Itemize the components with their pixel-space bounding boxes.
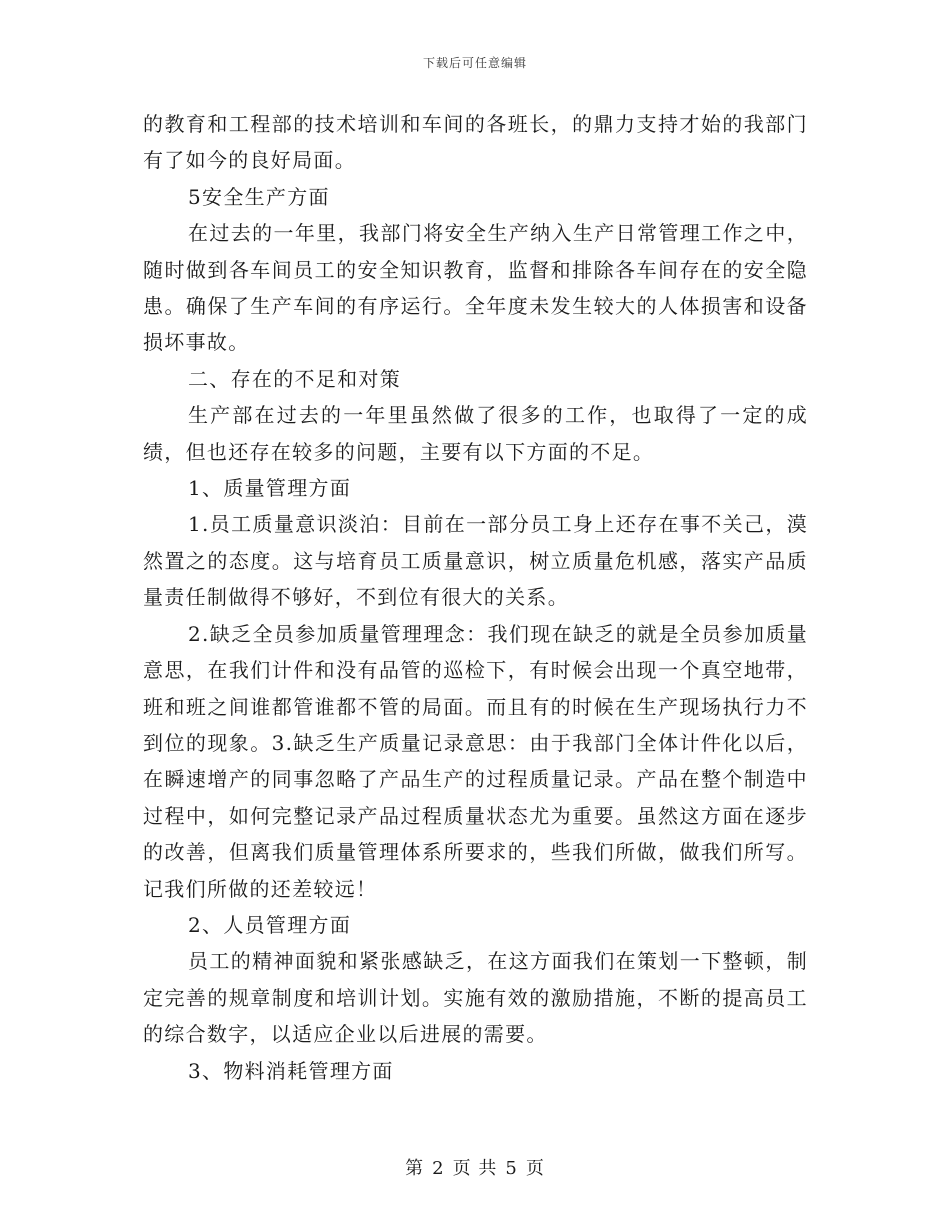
section-heading-shortcomings: 二、存在的不足和对策	[188, 366, 401, 391]
paragraph-continuation: 的教育和工程部的技术培训和车间的各班长，的鼎力支持才始的我部门有了如今的良好局面。	[143, 112, 808, 173]
footer-total-pages: 5	[505, 1158, 518, 1179]
paragraph-safety: 在过去的一年里，我部门将安全生产纳入生产日常管理工作之中，随时做到各车间员工的安全知识教育，监督和排除各车间存在的安全隐患。确保了生产车间的有序运行。全年度未发生较大的人体损害和设备损坏事故。	[143, 221, 808, 355]
footer-label-of: 页 共	[452, 1158, 498, 1179]
paragraph-personnel: 员工的精神面貌和紧张感缺乏，在这方面我们在策划一下整顿，制定完善的规章制度和培训计划。实施有效的激励措施，不断的提高员工的综合数字，以适应企业以后进展的需要。	[143, 949, 808, 1047]
subheading-quality: 1、质量管理方面	[188, 476, 352, 501]
page-header: 下载后可任意编辑	[422, 56, 527, 70]
subheading-personnel: 2、人员管理方面	[188, 912, 352, 937]
page-footer	[0, 1154, 950, 1180]
footer-label-page: 第	[405, 1158, 425, 1179]
section-heading-safety: 5安全生产方面	[188, 184, 330, 209]
footer-current-page: 2	[432, 1158, 445, 1179]
subheading-materials: 3、物料消耗管理方面	[188, 1058, 394, 1083]
paragraph-shortcomings-intro: 生产部在过去的一年里虽然做了很多的工作，也取得了一定的成绩，但也还存在较多的问题，主要有以下方面的不足。	[143, 403, 808, 464]
paragraph-quality-participation: 2.缺乏全员参加质量管理理念：我们现在缺乏的就是全员参加质量意思，在我们计件和没有品管的巡检下，有时候会出现一个真空地带，班和班之间谁都管谁都不管的局面。而且有的时候在生产现场执行力不到位的现象。3.缺乏生产质量记录意思：由于我部门全体计件化以后，在瞬速增产的同事忽略了产品生产的过程质量记录。产品在整个制造中过程中，如何完整记录产品过程质量状态尤为重要。虽然这方面在逐步的改善，但离我们质量管理体系所要求的，些我们所做，做我们所写。记我们所做的还差较远！	[143, 621, 808, 901]
footer-label-end: 页	[525, 1158, 545, 1179]
paragraph-quality-awareness: 1.员工质量意识淡泊：目前在一部分员工身上还存在事不关己，漠然置之的态度。这与培育员工质量意识，树立质量危机感，落实产品质量责任制做得不够好，不到位有很大的关系。	[143, 512, 808, 610]
document-body	[143, 106, 808, 1089]
